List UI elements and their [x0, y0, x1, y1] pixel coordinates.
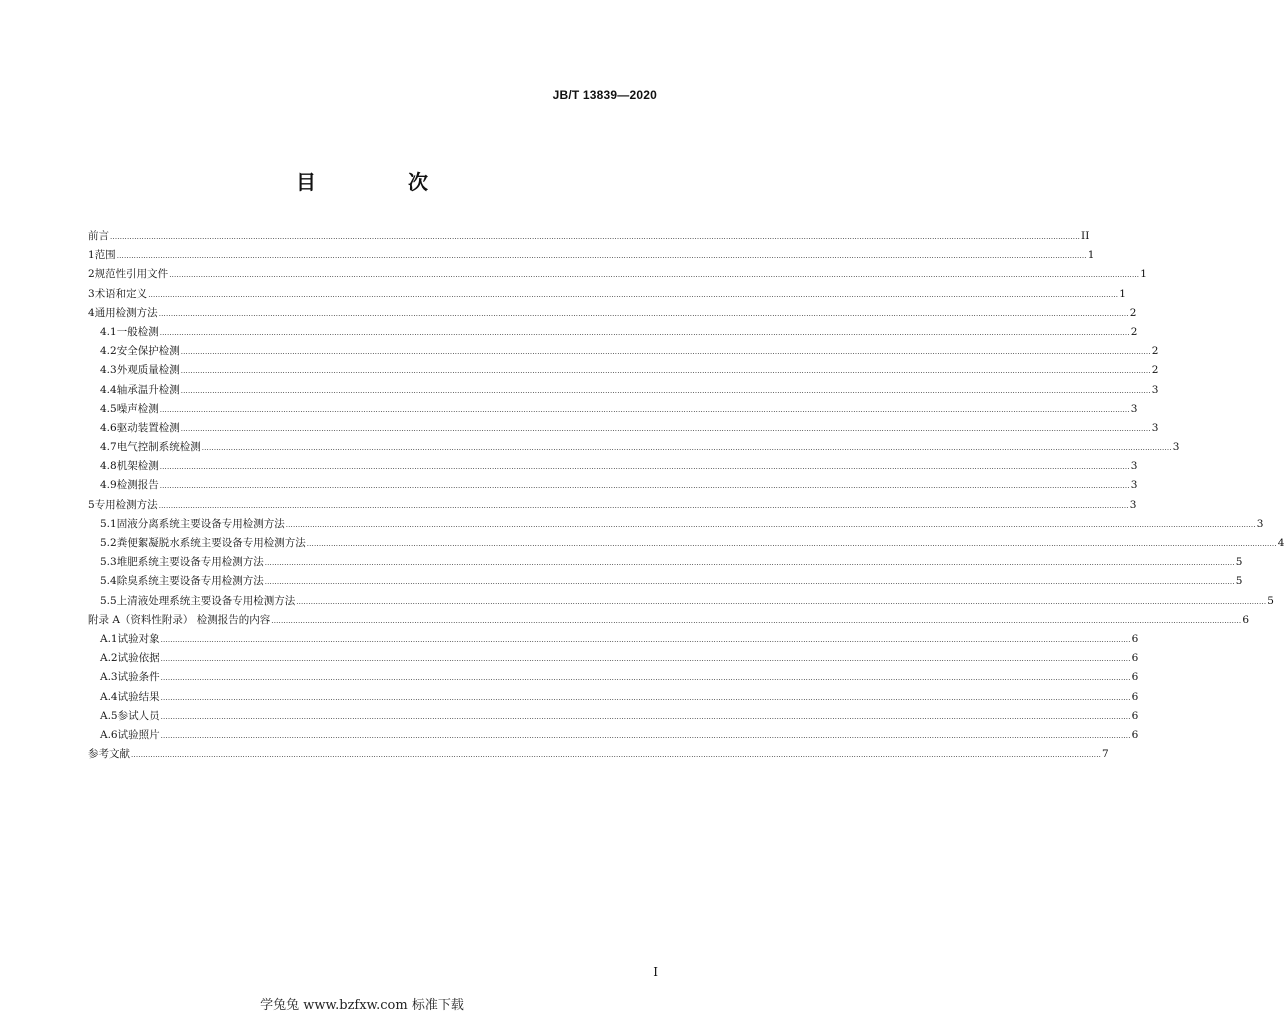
- dot-leader: ................................................................................................................................................................................................................................................................................................................................................................................................................: [160, 712, 1131, 721]
- toc-entry[interactable]: [88, 688, 1139, 707]
- toc-entry-page: 1: [1140, 268, 1147, 281]
- dot-leader: ................................................................................................................................................................................................................................................................................................................................................................................................................: [296, 597, 1267, 606]
- toc-entry-title: 专用检测方法: [94, 498, 158, 511]
- toc-entry-title: 电气控制系统检测: [116, 441, 201, 454]
- toc-entry-title: 试验条件: [117, 671, 160, 684]
- toc-entry-number: A.1: [100, 632, 118, 645]
- toc-entry-page: 6: [1131, 632, 1139, 645]
- toc-entry-page: 3: [1151, 421, 1159, 434]
- toc-entry-title: 通用检测方法: [94, 306, 158, 319]
- toc-entry-title: 粪便絮凝脱水系统主要设备专用检测方法: [116, 537, 306, 549]
- toc-entry-title: 除臭系统主要设备专用检测方法: [116, 575, 264, 588]
- dot-leader: ................................................................................................................................................................................................................................................................................................................................................................................................................: [159, 405, 1130, 414]
- toc-entry-title: 安全保护检测: [116, 345, 180, 358]
- toc-entry-page: 6: [1131, 728, 1139, 741]
- toc-entry-page: 2: [1130, 325, 1138, 338]
- toc-entry-page: 1: [1119, 287, 1126, 300]
- toc-entry-title: 范围: [94, 249, 116, 262]
- toc-entry-number: 4.7: [100, 441, 117, 454]
- toc-entry-number: 4: [88, 306, 95, 319]
- table-of-contents: [88, 227, 1284, 764]
- page-title: 目 次: [296, 170, 464, 194]
- toc-entry-number: 4.9: [100, 479, 117, 492]
- toc-entry-title: 术语和定义: [94, 287, 148, 300]
- toc-entry[interactable]: [88, 227, 1090, 246]
- page-number: I: [653, 965, 658, 979]
- toc-entry[interactable]: [88, 515, 1264, 534]
- toc-entry-title: 上清液处理系统主要设备专用检测方法: [116, 594, 296, 607]
- toc-entry-page: 5: [1235, 575, 1243, 588]
- dot-leader: ................................................................................................................................................................................................................................................................................................................................................................................................................: [160, 731, 1131, 740]
- toc-entry-number: 4.6: [100, 421, 117, 434]
- toc-entry-number: 5.2: [100, 537, 117, 549]
- dot-leader: ................................................................................................................................................................................................................................................................................................................................................................................................................: [116, 252, 1087, 261]
- toc-entry[interactable]: [88, 457, 1138, 476]
- dot-leader: ................................................................................................................................................................................................................................................................................................................................................................................................................: [148, 290, 1119, 299]
- dot-leader: ................................................................................................................................................................................................................................................................................................................................................................................................................: [159, 463, 1130, 472]
- toc-entry-page: 3: [1130, 460, 1138, 473]
- toc-entry[interactable]: [88, 400, 1138, 419]
- toc-entry-page: 1: [1087, 249, 1095, 262]
- toc-entry-title: 规范性引用文件: [94, 268, 169, 281]
- toc-entry-page: 6: [1131, 690, 1139, 703]
- toc-entry-page: 3: [1256, 517, 1264, 530]
- toc-entry-title: 参试人员: [117, 709, 160, 722]
- toc-entry-number: 3: [88, 287, 95, 300]
- toc-entry[interactable]: [88, 572, 1243, 591]
- toc-entry-page: 3: [1151, 383, 1159, 396]
- toc-entry-title: 附录 A（资料性附录） 检测报告的内容: [88, 613, 271, 626]
- toc-entry-number: 4.5: [100, 402, 117, 415]
- dot-leader: ................................................................................................................................................................................................................................................................................................................................................................................................................: [159, 328, 1130, 337]
- toc-entry-number: 4.8: [100, 460, 117, 473]
- toc-entry-title: 参考文献: [88, 748, 130, 761]
- toc-entry-page: 2: [1151, 364, 1159, 377]
- toc-entry-number: 1: [88, 249, 95, 262]
- dot-leader: ................................................................................................................................................................................................................................................................................................................................................................................................................: [160, 635, 1131, 644]
- dot-leader: ................................................................................................................................................................................................................................................................................................................................................................................................................: [160, 693, 1131, 702]
- toc-entry-number: A.4: [100, 690, 118, 703]
- toc-entry-title: 轴承温升检测: [116, 383, 180, 396]
- toc-entry-title: 驱动装置检测: [116, 421, 180, 434]
- toc-entry-page: 5: [1235, 556, 1243, 569]
- toc-entry-title: 一般检测: [116, 325, 159, 338]
- toc-entry-page: 5: [1267, 594, 1274, 607]
- dot-leader: ................................................................................................................................................................................................................................................................................................................................................................................................................: [158, 309, 1129, 318]
- dot-leader: ................................................................................................................................................................................................................................................................................................................................................................................................................: [271, 616, 1242, 625]
- dot-leader: ................................................................................................................................................................................................................................................................................................................................................................................................................: [180, 348, 1151, 357]
- dot-leader: ................................................................................................................................................................................................................................................................................................................................................................................................................: [160, 655, 1131, 664]
- dot-leader: ................................................................................................................................................................................................................................................................................................................................................................................................................: [158, 501, 1129, 510]
- toc-entry-number: A.5: [100, 709, 118, 722]
- toc-entry[interactable]: [88, 592, 1274, 611]
- toc-entry[interactable]: [88, 707, 1139, 726]
- toc-entry-number: 5.4: [100, 575, 117, 588]
- toc-entry-page: 6: [1131, 652, 1139, 665]
- toc-entry-title: 噪声检测: [116, 402, 159, 415]
- dot-leader: ................................................................................................................................................................................................................................................................................................................................................................................................................: [110, 233, 1081, 241]
- toc-entry[interactable]: [88, 381, 1159, 400]
- toc-entry-page: 3: [1172, 441, 1180, 454]
- toc-entry[interactable]: [88, 476, 1138, 495]
- toc-entry-page: II: [1081, 230, 1090, 242]
- toc-entry-title: 外观质量检测: [116, 364, 180, 377]
- toc-entry[interactable]: [88, 553, 1243, 572]
- toc-entry-title: 检测报告: [116, 479, 159, 492]
- toc-entry-title: 固液分离系统主要设备专用检测方法: [116, 517, 285, 530]
- toc-entry[interactable]: [88, 342, 1159, 361]
- dot-leader: ................................................................................................................................................................................................................................................................................................................................................................................................................: [264, 559, 1235, 568]
- dot-leader: ................................................................................................................................................................................................................................................................................................................................................................................................................: [285, 520, 1256, 529]
- toc-entry[interactable]: [88, 361, 1159, 380]
- toc-entry-page: 2: [1151, 345, 1159, 358]
- toc-entry-page: 6: [1242, 613, 1249, 626]
- toc-entry-title: 前言: [88, 230, 109, 242]
- toc-entry-page: 6: [1131, 709, 1139, 722]
- toc-entry[interactable]: [88, 745, 1109, 764]
- toc-entry-number: 5.1: [100, 517, 117, 530]
- toc-entry[interactable]: [88, 285, 1126, 304]
- toc-entry-number: 5: [88, 498, 95, 511]
- toc-entry[interactable]: [88, 246, 1095, 265]
- toc-entry-number: A.6: [100, 728, 118, 741]
- dot-leader: ................................................................................................................................................................................................................................................................................................................................................................................................................: [264, 578, 1235, 587]
- toc-entry-number: 4.1: [100, 325, 117, 338]
- toc-entry[interactable]: [88, 668, 1139, 687]
- toc-entry-page: 2: [1129, 306, 1137, 319]
- toc-entry[interactable]: [88, 304, 1137, 323]
- dot-leader: ................................................................................................................................................................................................................................................................................................................................................................................................................: [180, 424, 1151, 433]
- dot-leader: ................................................................................................................................................................................................................................................................................................................................................................................................................: [169, 271, 1140, 280]
- toc-entry-page: 3: [1130, 479, 1138, 492]
- standard-number: JB/T 13839—2020: [552, 88, 657, 102]
- toc-entry-title: 试验结果: [117, 690, 160, 703]
- toc-entry[interactable]: [88, 323, 1138, 342]
- toc-entry-number: 4.2: [100, 345, 117, 358]
- toc-entry-title: 堆肥系统主要设备专用检测方法: [116, 556, 264, 569]
- toc-entry[interactable]: [88, 630, 1139, 649]
- toc-entry[interactable]: [88, 726, 1139, 745]
- toc-entry-number: 2: [88, 268, 95, 281]
- toc-entry[interactable]: [88, 534, 1284, 553]
- toc-entry-page: 6: [1131, 671, 1139, 684]
- toc-entry[interactable]: [88, 438, 1180, 457]
- toc-entry-number: 5.5: [100, 594, 117, 607]
- dot-leader: ................................................................................................................................................................................................................................................................................................................................................................................................................: [131, 751, 1102, 760]
- toc-entry[interactable]: [88, 649, 1139, 668]
- toc-entry-number: A.3: [100, 671, 118, 684]
- dot-leader: ................................................................................................................................................................................................................................................................................................................................................................................................................: [201, 444, 1172, 453]
- toc-entry-page: 4: [1277, 537, 1284, 549]
- toc-entry-title: 试验依据: [117, 652, 160, 665]
- toc-entry-title: 试验照片: [117, 728, 160, 741]
- toc-entry[interactable]: [88, 496, 1137, 515]
- toc-entry-number: 4.4: [100, 383, 117, 396]
- dot-leader: ................................................................................................................................................................................................................................................................................................................................................................................................................: [306, 540, 1277, 548]
- toc-entry[interactable]: [88, 265, 1147, 284]
- toc-entry-title: 机架检测: [116, 460, 159, 473]
- toc-entry-number: 4.3: [100, 364, 117, 377]
- watermark-text[interactable]: 学兔兔 www.bzfxw.com 标准下载: [260, 998, 464, 1013]
- toc-entry-number: A.2: [100, 652, 118, 665]
- toc-entry[interactable]: [88, 611, 1249, 630]
- toc-entry-number: 5.3: [100, 556, 117, 569]
- dot-leader: ................................................................................................................................................................................................................................................................................................................................................................................................................: [160, 674, 1131, 683]
- toc-entry[interactable]: [88, 419, 1159, 438]
- toc-entry-page: 3: [1130, 402, 1138, 415]
- dot-leader: ................................................................................................................................................................................................................................................................................................................................................................................................................: [180, 386, 1151, 395]
- toc-entry-title: 试验对象: [117, 632, 160, 645]
- dot-leader: ................................................................................................................................................................................................................................................................................................................................................................................................................: [159, 482, 1130, 491]
- toc-entry-page: 3: [1129, 498, 1137, 511]
- toc-entry-page: 7: [1102, 748, 1109, 761]
- dot-leader: ................................................................................................................................................................................................................................................................................................................................................................................................................: [180, 367, 1151, 376]
